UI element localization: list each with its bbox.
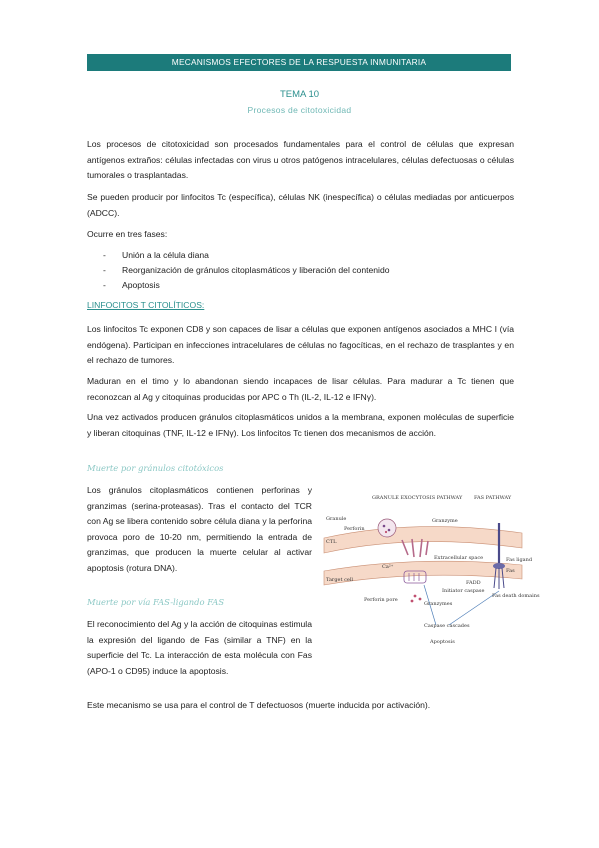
- figure-label: Initiator caspase: [442, 588, 485, 594]
- intro-paragraph-3: Ocurre en tres fases:: [87, 229, 168, 239]
- section-heading-ctl: LINFOCITOS T CITOLÍTICOS:: [87, 300, 205, 310]
- figure-label: Granzymes: [424, 601, 453, 607]
- figure-label: Caspase cascades: [424, 623, 470, 629]
- phase-list-item: - Apoptosis: [103, 280, 160, 290]
- figure-label: Apoptosis: [430, 639, 455, 645]
- subheading-fas: Muerte por vía FAS-ligando FAS: [87, 597, 225, 607]
- figure-label: Ca²⁺: [382, 564, 394, 570]
- figure-label: GRANULE EXOCYTOSIS PATHWAY: [372, 495, 463, 501]
- subheading-granules: Muerte por gránulos citotóxicos: [87, 463, 224, 473]
- document-header-banner: MECANISMOS EFECTORES DE LA RESPUESTA INMUNITARIA: [87, 54, 511, 71]
- ctl-paragraph-3: Una vez activados producen gránulos citoplasmáticos unidos a la membrana, exponen moléculas de superficie y liberan citoquinas (TNF, IL-12 e IFNγ). Los linfocitos Tc tienen dos mecanismos de acción.: [87, 412, 514, 438]
- figure-label: Fas death domains: [492, 593, 540, 599]
- figure-label: Extracellular space: [434, 555, 484, 561]
- topic-number: TEMA 10: [279, 89, 320, 100]
- figure-label: FADD: [466, 580, 481, 586]
- granules-paragraph: Los gránulos citoplasmáticos contienen perforinas y granzimas (serina-proteasas). Tras el contacto del TCR con Ag se libera contenido sobre célula diana y la perforina provoca poro de 10-20 nm, permitiendo la entrada de granzimas, que producen la muerte celular al activar apoptosis (rotura DNA).: [87, 485, 313, 573]
- phase-list-item: - Unión a la célula diana: [103, 250, 209, 260]
- fas-paragraph: El reconocimiento del Ag y la acción de citoquinas estimula la expresión del ligando de Fas (similar a TNF) en la superficie del Tc. La interacción de esta molécula con Fas (APO-1 o CD95) induce la apoptosis.: [87, 619, 312, 676]
- phase-label: Unión a la célula diana: [122, 250, 209, 260]
- closing-paragraph: Este mecanismo se usa para el control de T defectuosos (muerte inducida por activación).: [87, 700, 431, 710]
- phase-list-item: - Reorganización de gránulos citoplasmáticos y liberación del contenido: [103, 265, 390, 275]
- figure-label: Perforin pore: [364, 597, 398, 603]
- cytotoxicity-pathway-figure: [324, 493, 540, 645]
- figure-label: Granzyme: [432, 518, 458, 524]
- target-cell-membrane: [324, 561, 522, 585]
- topic-subtitle: Procesos de citotoxicidad: [247, 105, 352, 115]
- figure-label: Fas: [506, 568, 515, 574]
- figure-label: Target cell: [326, 577, 354, 583]
- figure-label: FAS PATHWAY: [474, 495, 512, 501]
- ctl-paragraph-1: Los linfocitos Tc exponen CD8 y son capaces de lisar a células que exponen antígenos asociados a MHC I (vía endógena). Participan en infecciones intracelulares de células no fagocíticas, en el rechazo de trasplantes y en el rechazo de tumores.: [87, 324, 514, 365]
- intro-paragraph-2: Se pueden producir por linfocitos Tc (específica), células NK (inespecífica) o células mediadas por anticuerpos (ADCC).: [87, 192, 514, 218]
- ctl-paragraph-2: Maduran en el timo y lo abandonan siendo incapaces de lisar células. Para madurar a Tc tienen que reconozcan al Ag y citoquinas producidas por APC o Th (IL-2, IL-12 e IFNγ).: [87, 376, 514, 402]
- phase-label: Reorganización de gránulos citoplasmáticos y liberación del contenido: [122, 265, 390, 275]
- figure-label: CTL: [326, 539, 337, 545]
- figure-label: Fas ligand: [506, 557, 533, 563]
- figure-label: Perforin: [344, 526, 365, 532]
- figure-label: Granule: [326, 516, 347, 522]
- intro-paragraph-1: Los procesos de citotoxicidad son procesados fundamentales para el control de células que expresan antígenos extraños: células infectadas con virus u otros patógenos intracelulares, células defectuosas o células tumorales o trasplantadas.: [87, 139, 514, 180]
- granule-icon: [378, 519, 396, 537]
- phase-label: Apoptosis: [122, 280, 160, 290]
